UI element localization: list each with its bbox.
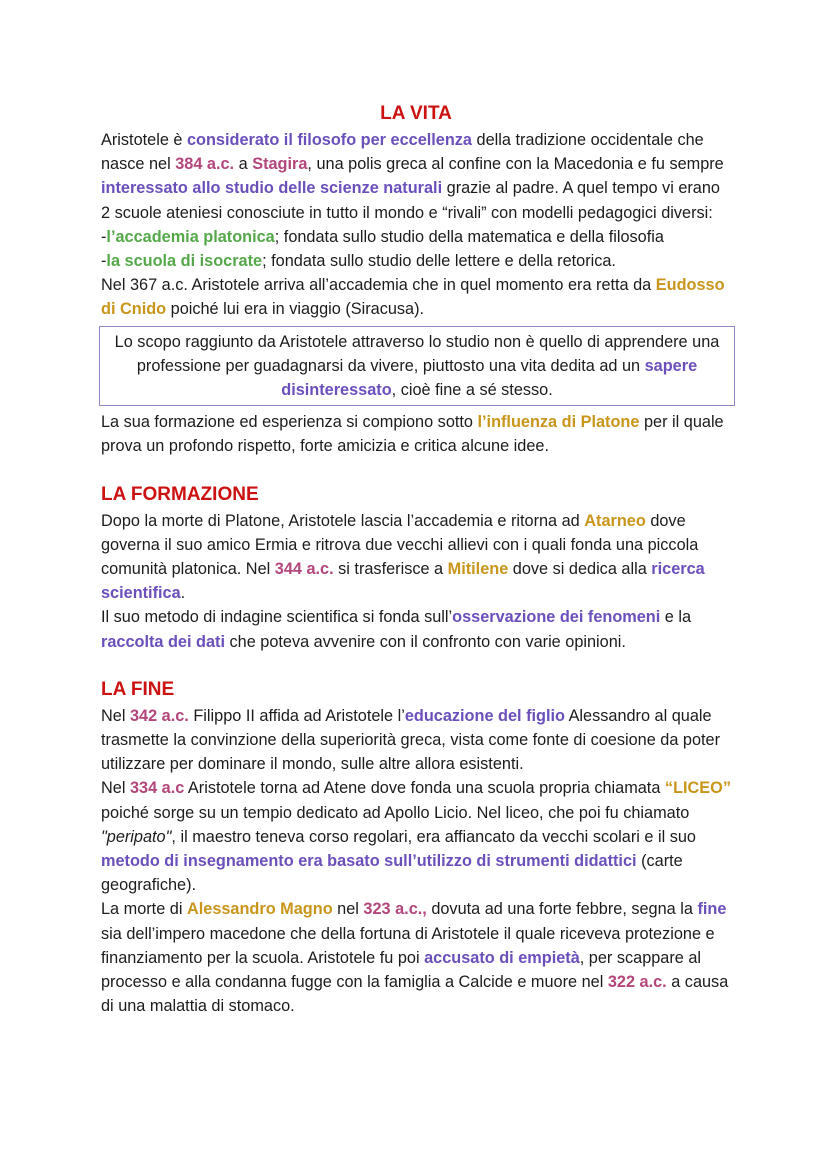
formazione-paragraph-1: Dopo la morte di Platone, Aristotele lascia l’accademia e ritorna ad Atarneo dove governa il suo amico Ermia e ritrova due vecchi allievi con i quali fonda una piccola comunità platonica. Nel 344 a.c. si trasferisce a Mitilene dove si dedica alla ricerca scientifica. [101,511,705,603]
vita-paragraph-2: Nel 367 a.c. Aristotele arriva all’accademia che in quel momento era retta da Eudosso di Cnido poiché lui era in viaggio (Siracusa). [101,276,725,319]
document-page [101,100,731,1019]
section-title-fine: LA FINE [101,678,175,700]
fine-paragraph-1: Nel 342 a.c. Filippo II affida ad Aristotele l’educazione del figlio Alessandro al quale trasmette la convinzione della superiorità greca, vista come fonte di coesione da poter utilizzare per dominare il mondo, sulle altre allora esistenti. [101,706,721,774]
vita-list-item-accademia: -l’accademia platonica; fondata sullo studio della matematica e della filosofia [101,227,664,246]
section-title-formazione: LA FORMAZIONE [101,483,259,505]
fine-paragraph-2: Nel 334 a.c Aristotele torna ad Atene dove fonda una scuola propria chiamata “LICEO” poiché sorge su un tempio dedicato ad Apollo Licio. Nel liceo, che poi fu chiamato "peripato", il maestro teneva corso regolari, era affiancato da vecchi scolari e il suo metodo di insegnamento era basato sull’utilizzo di strumenti didattici (carte geografiche). [101,779,731,895]
formazione-paragraph-2: Il suo metodo di indagine scientifica si fonda sull’osservazione dei fenomeni e la raccolta dei dati che poteva avvenire con il confronto con varie opinioni. [101,608,692,651]
fine-paragraph-3: La morte di Alessandro Magno nel 323 a.c., dovuta ad una forte febbre, segna la fine sia dell’impero macedone che della fortuna di Aristotele il quale riceveva protezione e finanziamento per la scuola. Aristotele fu poi accusato di empietà, per scappare al processo e alla condanna fugge con la famiglia a Calcide e muore nel 322 a.c. a causa di una malattia di stomaco. [101,900,729,1016]
vita-paragraph-1: Aristotele è considerato il filosofo per eccellenza della tradizione occidentale che nasce nel 384 a.c. a Stagira, una polis greca al confine con la Macedonia e fu sempre interessato allo studio delle scienze naturali grazie al padre. A quel tempo vi erano 2 scuole ateniesi conosciute in tutto il mondo e “rivali” con modelli pedagogici diversi: [101,131,724,222]
vita-list-item-isocrate: -la scuola di isocrate; fondata sullo studio delle lettere e della retorica. [101,252,616,271]
vita-paragraph-3: La sua formazione ed esperienza si compiono sotto l’influenza di Platone per il quale prova un profondo rispetto, forte amicizia e critica alcune idee. [101,413,724,456]
highlight-box: Lo scopo raggiunto da Aristotele attraverso lo studio non è quello di apprendere una professione per guadagnarsi da vivere, piuttosto una vita dedita ad un sapere disinteressato, cioè fine a sé stesso. [99,326,735,407]
section-title-vita: LA VITA [380,103,452,124]
